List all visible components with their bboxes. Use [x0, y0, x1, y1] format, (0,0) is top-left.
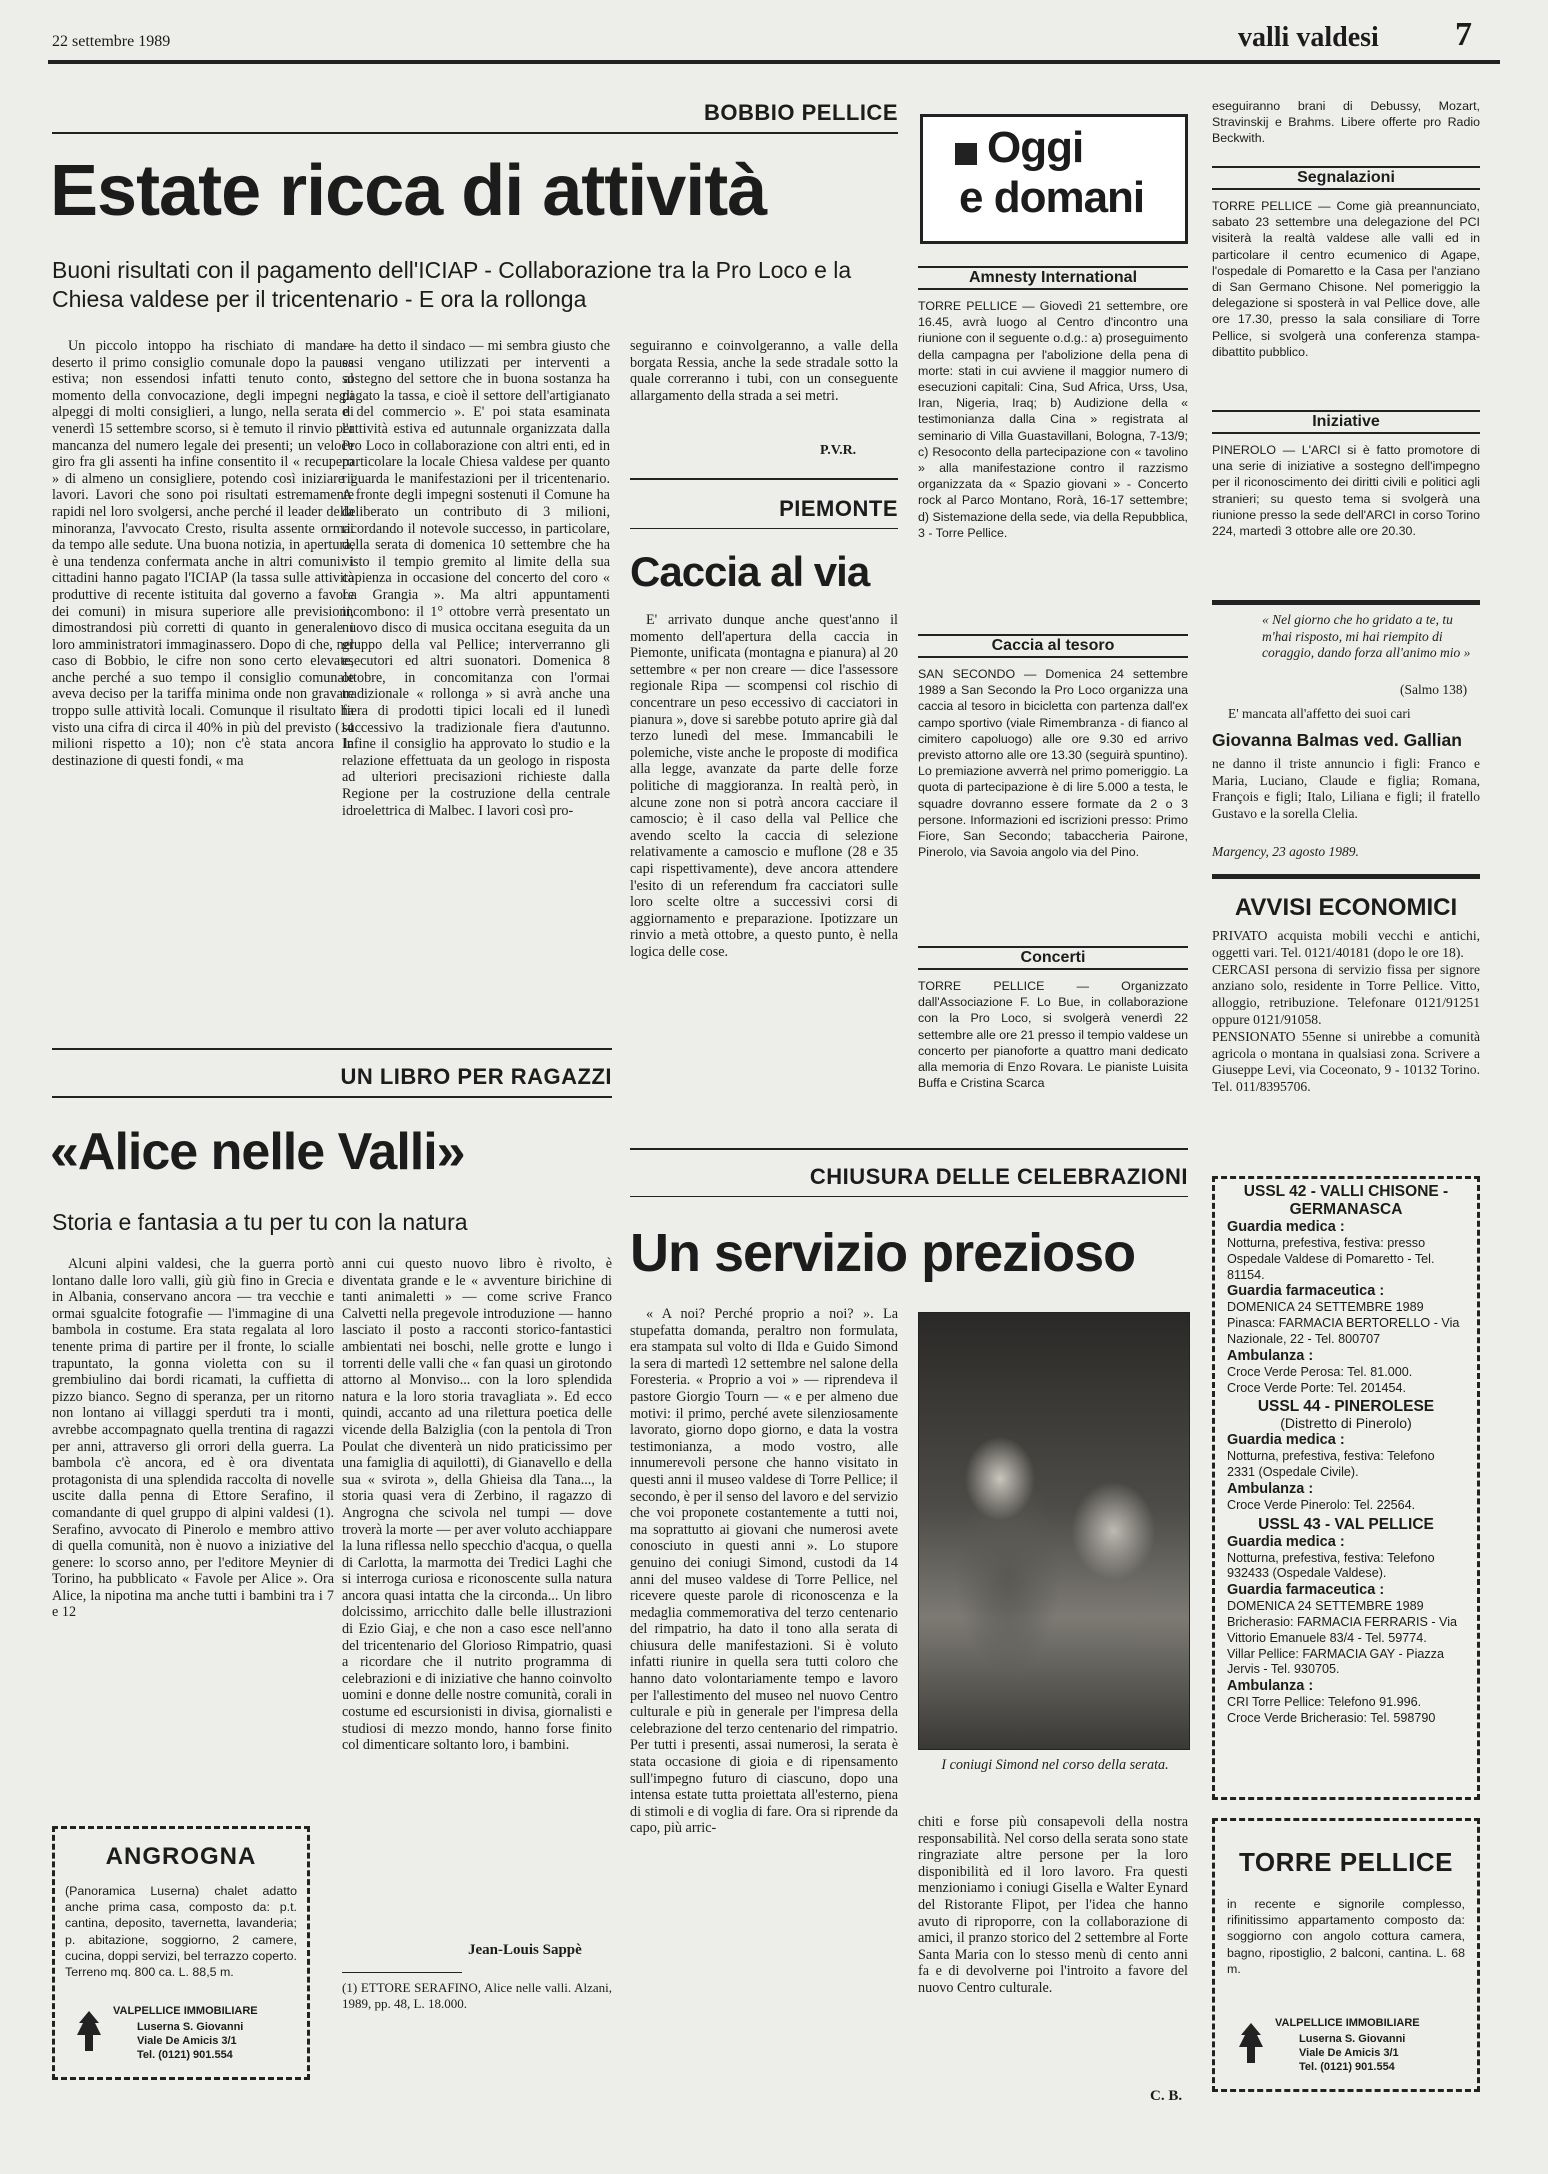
article1-col1: Un piccolo intoppo ha rischiato di mandare deserto il primo consiglio comunale dopo la pausa estiva; non essendosi infatti tenuto conto, al momento della convocazione, degli impegni negli alpeggi di molti consiglieri, a lungo, nella serata di venerdì 15 settembre scorso, si è temuto il rinvio per mancanza del numero legale dei presenti; un veloce giro fra gli assenti ha infine consentito il « recupero » di almeno un consigliere, potendo così iniziare i lavori. Lavori che sono poi risultati estremamente rapidi nel loro svolgersi, anche perché il leader della minoranza, l'avvocato Cresto, risulta assente ormai da tempo alle sedute. Una buona notizia, in apertura, è una tendenza confermata anche in altri comuni: i cittadini hanno pagato l'ICIAP (la tassa sulle attività produttive di recente istituita dal governo a favore dei comuni) in misura superiore alle previsioni, dimostrandosi più corretti di quanto in generale i loro amministratori immaginassero. Dopo di che, nel caso di Bobbio, le cifre non sono certo elevate, anche perché a suo tempo il consiglio comunale aveva deciso per la tariffa minima onde non gravare troppo sulle attività locali. Comunque il risultato ha visto una cifra di circa il 40% in più del previsto (14 milioni rispetto a 10); non c'è stata ancora la destinazione di questi fondi, « ma: [52, 338, 354, 769]
ad-torre-addr1: Luserna S. Giovanni: [1299, 2033, 1406, 2045]
ussl-line: Croce Verde Pinerolo: Tel. 22564.: [1227, 1497, 1416, 1512]
obit-quote-ref: (Salmo 138): [1400, 682, 1468, 697]
ussl-line: Ambulanza :: [1227, 1480, 1314, 1497]
article3-deck: Storia e fantasia a tu per tu con la natura: [52, 1209, 468, 1235]
ussl44-subtitle: (Distretto di Pinerolo): [1280, 1415, 1412, 1432]
obit-top-rule: [1212, 600, 1480, 605]
simond-photo: [918, 1312, 1190, 1750]
ad-torre-tel: Tel. (0121) 901.554: [1299, 2061, 1395, 2073]
page-date: 22 settembre 1989: [52, 33, 171, 50]
ussl-line: Notturna, prefestiva, festiva: Telefono 2331 (Ospedale Civile).: [1227, 1449, 1435, 1479]
segnalazioni-text: TORRE PELLICE — Come già preannunciato, sabato 23 settembre una delegazione del PCI visiterà la realtà valdese alle valli ed in particolare il centro ecumenico di Agape, l'ospedale di Pomaretto e la Casa per l'anziano di San Germano Chisone. Nel pomeriggio la delegazione si sposterà in val Pellice dove, alle ore 17.30, presso la sala consiliare di Torre Pellice, si svolgerà una conferenza stampa-dibattito pubblico.: [1212, 199, 1480, 359]
ussl-line: Pinasca: FARMACIA BERTORELLO - Via Nazionale, 22 - Tel. 800707: [1227, 1316, 1460, 1346]
ussl-line: Notturna, prefestiva, festiva: presso Ospedale Valdese di Pomaretto - Tel. 81154.: [1227, 1236, 1435, 1282]
ussl-line: Notturna, prefestiva, festiva: Telefono 932433 (Ospedale Valdese).: [1227, 1550, 1435, 1581]
amnesty-text: TORRE PELLICE — Giovedì 21 settembre, ore 16.45, avrà luogo al Centro d'incontro una riunione con il seguente o.d.g.: a) proseguimento della campagna per l'abolizione della pena di morte: stati in cui avviene il maggior numero di esecuzioni capitali: Cina, Sud Africa, Urss, Usa, Iran, Nigeria, Iraq; b) Audizione della « testimonianza dalla Cina » registrata al seminario di Villa Guastavillani, Bologna, 7-13/9; c) Resoconto della partecipazione con « tavolino » alla manifestazione contro il razzismo organizzata da « Spazio giovani » - Concerto rock al Parco Montano, Rorà, 16-17 settembre; d) Sistemazione della sede, via della Repubblica, 3 - Torre Pellice.: [918, 299, 1188, 540]
article3-col1: Alcuni alpini valdesi, che la guerra portò lontano dalle loro valli, giù giù fino in Grecia e in Albania, conservano ancora — tra vecchie e ormai sgualcite fotografie — l'immagine di una bambola in costume. Era stata regalata al loro tenente prima di partire per il fronte, lo scialle trapuntato, la gonna violetta con su il grembiulino dai bordi ricamati, la cuffietta di pizzo bianco. Segno di speranza, per un ritorno non lontano ai villaggi sperduti tra i monti, avrebbe accompagnato quella trentina di ragazzi per anni, attraverso gli orrori della guerra. La bambola c'è ancora, ed è ora diventata protagonista di una splendida raccolta di novelle uscite dalla penna di Ettore Serafino, il comandante di quel gruppo di alpini valdesi (1). Serafino, avvocato di Pinerolo e membro attivo di quella comunità, non è nuovo a iniziative del genere: lo scorso anno, per l'editore Meynier di Torino, ha pubblicato « Favole per Alice ». Ora Alice, la nipotina ma anche tutti i bambini tra i 7 e 12: [52, 1256, 334, 1621]
article4-kicker: CHIUSURA DELLE CELEBRAZIONI: [809, 1164, 1188, 1189]
kicker-rule: [52, 132, 898, 134]
article1-bottom-rule: [52, 1048, 612, 1050]
ussl-line: Croce Verde Perosa: Tel. 81.000.: [1227, 1364, 1413, 1379]
concerti-text: TORRE PELLICE — Organizzato dall'Associazione F. Lo Bue, in collaborazione con la Pro Loco, si svolgerà venerdì 22 settembre alle ore 21 presso il tempio valdese un concerto per pianoforte a quattro mani dedicato alla memoria di Enzo Rovara. Le pianiste Luisita Buffa e Cristina Scarca: [918, 979, 1188, 1091]
oggi-title-line2: e domani: [959, 173, 1145, 222]
article4-signature: C. B.: [1150, 2088, 1183, 2104]
photo-caption: I coniugi Simond nel corso della serata.: [941, 1757, 1169, 1773]
article2-top-rule: [630, 478, 898, 480]
ussl44-details: [1227, 1432, 1465, 1513]
ussl42-title: USSL 42 - VALLI CHISONE - GERMANASCA: [1243, 1183, 1449, 1218]
ussl-line: CRI Torre Pellice: Telefono 91.996.: [1227, 1695, 1422, 1710]
article2-kicker-rule: [630, 528, 898, 529]
avviso-item: PENSIONATO 55enne si unirebbe a comunità agricola o montana in qualsiasi zona. Scrivere a Giuseppe Levi, via Coceonato, 9 - 10132 Torino. Tel. 011/8395706.: [1212, 1028, 1480, 1095]
ussl42-details: [1227, 1219, 1465, 1396]
ussl-line: Croce Verde Bricherasio: Tel. 598790: [1227, 1710, 1436, 1725]
article2-col1: E' arrivato dunque anche quest'anno il momento dell'apertura della caccia in Piemonte, unificata (montagna e pianura) al 20 settembre « per non creare — dice l'assessore regionale Ripa — scompensi col rischio di concentrare un peso eccessivo di cacciatori in pianura », dove si sarebbe potuto aprire già dal terzo lunedì del mese. Immancabili le polemiche, viste anche le proposte di modifica alla legge, avanzate da parte delle forze politiche di maggioranza. In realtà però, in alcune zone non si potrà ancora cacciare il camoscio; è il caso della val Pellice che avendo scelto la caccia di selezione relativamente a camoscio e muflone (28 e 35 capi rispettivamente), deve ancora attendere l'esito di un referendum fra cacciatori sulle loro scelte oltre a successivi corsi di aggiornamento e preparazione. Ipotizzare un rinvio a metà ottobre, a questo punto, è nella logica delle cose.: [630, 612, 898, 960]
article1-signature: P.V.R.: [820, 443, 857, 458]
segnalazioni-title: Segnalazioni: [1212, 166, 1480, 190]
article2-title: Caccia al via: [630, 548, 870, 595]
amnesty-title: Amnesty International: [918, 266, 1188, 290]
avvisi-title: AVVISI ECONOMICI: [1234, 894, 1458, 921]
ad-torre-title: TORRE PELLICE: [1238, 1847, 1454, 1877]
obit-place: Margency, 23 agosto 1989.: [1212, 844, 1359, 859]
footnote-rule: [342, 1972, 462, 1973]
article4-col1: « A noi? Perché proprio a noi? ». La stupefatta domanda, peraltro non formulata, era stampata sul volto di Ilda e Guido Simond la sera di martedì 12 settembre nel salone della Foresteria. « Proprio a voi » — riprendeva il pastore Giorgio Tourn — « e per almeno due motivi: il primo, perché avete silenziosamente lavorato, giorno dopo giorno, e data la vostra testimonianza, a modo vostro, alle innumerevoli persone che hanno visitato in questi anni il museo valdese di Torre Pellice; il secondo, è per il senso del lavoro e del servizio che voi proponete costantemente a tutti noi, ma soprattutto ai giovani che numerosi avete conosciuto in questi anni ». Lo stupore genuino dei coniugi Simond, custodi da 14 anni del museo valdese di Torre Pellice, nel ricevere queste parole di riconoscenza e la medaglia commemorativa del terzo centenario del rimpatrio, ha dato il tono alla serata di chiusura delle manifestazioni. Si è voluto infatti riunire in quella sera tutti coloro che hanno dato volontariamente tempo e lavoro per l'allestimento del museo nel nuovo Centro culturale e più in generale per l'impresa della celebrazione del terzo centenario del rimpatrio. Per tutti i presenti, assai numerosi, la serata è stata occasione di gioia e di ripensamento sull'impegno futuro di ciascuno, dopo una intensa estate tutta proiettata all'esterno, piena di stimoli e di voglia di fare. Ora si riprende da capo, più arric-: [630, 1306, 898, 1837]
ussl-line: Ambulanza :: [1227, 1678, 1314, 1695]
masthead-rule: [48, 60, 1500, 64]
iniziative-text: PINEROLO — L'ARCI si è fatto promotore di una serie di iniziative a sostegno dell'impegno per il riconoscimento dei diritti civili e politici agli stranieri; su questo tema si svolgerà una riunione presso la sede dell'ARCI in corso Torino 224, martedì 3 ottobre alle ore 20.30.: [1212, 443, 1480, 539]
ussl-line: DOMENICA 24 SETTEMBRE 1989: [1227, 1599, 1424, 1614]
concerti-title: Concerti: [918, 946, 1188, 970]
ussl-line: DOMENICA 24 SETTEMBRE 1989: [1227, 1300, 1424, 1315]
newspaper-name: valli valdesi: [1238, 22, 1379, 53]
agency-logo-icon: [75, 2009, 103, 2053]
ussl-line: Bricherasio: FARMACIA FERRARIS - Via Vittorio Emanuele 83/4 - Tel. 59774.: [1227, 1614, 1458, 1645]
ad-angrogna-agency: VALPELLICE IMMOBILIARE: [113, 2005, 258, 2017]
article1-col2-text: — ha detto il sindaco — mi sembra giusto che essi vengano utilizzati per interventi a sostegno del settore che in buona sostanza ha pagato la tassa, e cioè il settore dell'artigianato e del commercio ». E' poi stata esaminata l'attività estiva ed autunnale organizzata dalla Pro Loco in collaborazione con altri enti, ed in particolare la locale Chiesa valdese per quanto riguarda le manifestazioni per il tricentenario. A fronte degli impegni sostenuti il Comune ha deliberato un contributo di 3 milioni, ricordando il notevole successo, in particolare, della serata di domenica 10 settembre che ha visto il tempio gremito al limite della sua capienza in occasione del concerto del coro « La Grangia ». Ma altri appuntamenti incombono: il 1° ottobre verrà presentato un nuovo disco di musica occitana eseguita da un gruppo della val Pellice; interverranno gli esecutori ed altri suonatori. Domenica 8 ottobre, in concomitanza con l'ormai tradizionale « rollonga » si avrà anche una fiera di prodotti tipici locali ed il lunedì successivo la tradizionale fiera d'autunno. Infine il consiglio ha approvato lo studio e la relazione effettuata da un geologo in risposta ad ulteriori precisazioni richieste dalla Regione per la costruzione della centrale idroelettrica di Malbec. I lavori così pro-: [342, 338, 610, 819]
article3-signature: Jean-Louis Sappè: [468, 1942, 582, 1958]
caccia-tesoro-text: SAN SECONDO — Domenica 24 settembre 1989 a San Secondo la Pro Loco organizza una caccia al tesoro in bicicletta con partenza dall'ex campo sportivo (viale Rimembranza - di fianco al cimitero capoluogo) alle ore 9.30 ed arrivo previsto attorno alle ore 13.30 (seguirà spuntino). Lo premiazione avverrà nel primo pomeriggio. La quota di partecipazione è di lire 5.000 a testa, le squadre dovranno essere formate da 2 o 3 persone. Informazioni ed iscrizioni presso: Primo Fiore, San Secondo; tabaccheria Pairone, Pinerolo, via Savoia angolo via del Pino.: [918, 667, 1188, 860]
article4-col2: chiti e forse più consapevoli della nostra responsabilità. Nel corso della serata sono state ringraziate altre persone per la loro disponibilità ed il loro lavoro. Fra questi menzioniamo i coniugi Gisella e Walter Eynard del Ristorante Flipot, per l'idea che hanno avuto di riproporre, con la collaborazione di amici, il pranzo storico del 2 settembre al Forte Santa Maria con lo stesso menù di cento anni fa e di devolverne poi l'introito a favore del nuovo Centro culturale.: [918, 1814, 1188, 1996]
oggi-box: [920, 114, 1188, 244]
avvisi-list: [1212, 928, 1480, 1096]
article3-title: «Alice nelle Valli»: [50, 1123, 465, 1181]
agency-logo-icon: [1237, 2021, 1265, 2065]
ad-angrogna: [52, 1826, 310, 2080]
obit-name: Giovanna Balmas ved. Gallian: [1212, 730, 1462, 750]
ad-torre-pellice: [1212, 1818, 1480, 2092]
avvisi-top-rule: [1212, 874, 1480, 879]
concerti-continued: eseguiranno brani di Debussy, Mozart, Stravinskij e Brahms. Libere offerte pro Radio Beckwith.: [1212, 99, 1480, 146]
obit-quote: « Nel giorno che ho gridato a te, tu m'hai risposto, mi hai riempito di coraggio, dando forza all'animo mio »: [1262, 612, 1471, 660]
avviso-item: PRIVATO acquista mobili vecchi e antichi, oggetti vari. Tel. 0121/40181 (dopo le ore 18).: [1212, 928, 1480, 960]
obit-text: ne danno il triste annuncio i figli: Franco e Maria, Luciano, Claude e figlia; Romana, François e figli; Italo, Liliana e figli; il fratello Gustavo e la sorella Clelia.: [1212, 756, 1480, 821]
ad-angrogna-addr1: Luserna S. Giovanni: [137, 2021, 244, 2033]
ussl-line: Guardia medica :: [1227, 1432, 1345, 1449]
ussl-line: Guardia medica :: [1227, 1533, 1345, 1550]
article4-kicker-rule: [630, 1196, 1188, 1197]
article3-kicker: UN LIBRO PER RAGAZZI: [340, 1064, 612, 1089]
ussl-box: [1212, 1176, 1480, 1800]
article2-kicker: PIEMONTE: [779, 496, 898, 521]
ussl-line: Guardia farmaceutica :: [1227, 1582, 1385, 1599]
avviso-item: CERCASI persona di servizio fissa per signore anziano solo, residente in Torre Pellice. Vitto, alloggio, retribuzione. Telefonare 0121/91251 oppure 0121/91058.: [1212, 961, 1480, 1027]
article1-col3: seguiranno e coinvolgeranno, a valle della borgata Ressia, anche la sede stradale sotto la quale correranno i tubi, con un conseguente allargamento della strada a sei metri.: [630, 338, 898, 404]
ussl-line: Croce Verde Porte: Tel. 201454.: [1227, 1380, 1406, 1395]
ad-angrogna-title: ANGROGNA: [105, 1843, 257, 1870]
article4-top-rule: [630, 1148, 1188, 1150]
ussl44-title: USSL 44 - PINEROLESE: [1257, 1398, 1435, 1416]
article3-kicker-rule: [52, 1096, 612, 1098]
ussl43-title: USSL 43 - VAL PELLICE: [1258, 1515, 1434, 1533]
ad-torre-agency: VALPELLICE IMMOBILIARE: [1275, 2017, 1420, 2029]
caccia-tesoro-title: Caccia al tesoro: [918, 634, 1188, 658]
ad-torre-text: in recente e signorile complesso, rifinitissimo appartamento composto da: soggiorno con angolo cottura camera, bagno, ripostiglio, 2 balconi, cantina. L. 68 m.: [1227, 1897, 1465, 1976]
ussl43-details: [1227, 1534, 1465, 1727]
ussl-line: Ambulanza :: [1227, 1347, 1314, 1364]
article1-kicker: BOBBIO PELLICE: [703, 100, 898, 125]
ussl-line: Villar Pellice: FARMACIA GAY - Piazza Jervis - Tel. 930705.: [1227, 1646, 1444, 1677]
ad-torre-addr2: Viale De Amicis 3/1: [1299, 2047, 1399, 2059]
ussl-line: Guardia farmaceutica :: [1227, 1283, 1385, 1300]
ussl-line: Guardia medica :: [1227, 1219, 1345, 1235]
article4-title: Un servizio prezioso: [630, 1223, 1136, 1283]
oggi-title-line1: Oggi: [987, 123, 1084, 172]
iniziative-title: Iniziative: [1212, 410, 1480, 434]
obit-intro: E' mancata all'affetto dei suoi cari: [1228, 706, 1411, 721]
ad-angrogna-addr2: Viale De Amicis 3/1: [137, 2035, 237, 2047]
article1-deck: Buoni risultati con il pagamento dell'ICIAP - Collaborazione tra la Pro Loco e la Chiesa valdese per il tricentenario - E ora la rollonga: [52, 257, 852, 312]
article1-title: Estate ricca di attività: [50, 151, 767, 231]
ad-angrogna-text: (Panoramica Luserna) chalet adatto anche prima casa, composto da: p.t. cantina, deposito, tavernetta, lavanderia; p. abitazione, soggiorno, 2 camere, cucina, doppi servizi, bel terrazzo coperto. Terreno mq. 800 ca. L. 88,5 m.: [65, 1884, 297, 1979]
article3-col2: anni cui questo nuovo libro è rivolto, è diventata grande e le « avventure birichine di tanti animaletti » — come scrive Franco Calvetti nella pregevole introduzione — hanno lasciato il posto a racconti storico-fantastici ambientati nei boschi, nelle grotte e lungo i torrenti delle valli che « fan quasi un girotondo attorno al Monviso... con la loro splendida natura e la loro storia travagliata ». Ed ecco quindi, accanto ad una rilettura poetica delle vicende della Balziglia (con la pentola di Tron Poulat che diventerà un nido praticissimo per una famiglia di aquilotti), di Gianavello e della sua « svirota », della Ghieisa dla Tana..., la storia quasi vera di Zerbino, il ragazzo di Angrogna che scivola nel tumpi — dove troverà la morte — per aver voluto acchiappare la luna riflessa nello specchio d'acqua, o quella di Carlotta, la marmotta dei Tredici Laghi che si interroga curiosa e riconoscente sulla natura ancora quasi intatta che la circonda... Un libro dolcissimo, arricchito dalle belle illustrazioni di Ezio Giaj, e che non a caso esce nell'anno del tricentenario del Glorioso Rimpatrio, quasi a ricordare che il nutrito programma di celebrazioni e di iniziative che hanno coinvolto uomini e donne delle nostre comunità, corali in costume ed escursionisti in divisa, giornalisti e studiosi di mezzo mondo, hanno forse finito col dimenticare soltanto loro, i bambini.: [342, 1256, 612, 1754]
ad-angrogna-tel: Tel. (0121) 901.554: [137, 2049, 233, 2061]
article3-footnote: (1) ETTORE SERAFINO, Alice nelle valli. Alzani, 1989, pp. 48, L. 18.000.: [342, 1980, 612, 2011]
oggi-square-icon: [955, 143, 977, 165]
page-number: 7: [1455, 16, 1472, 53]
